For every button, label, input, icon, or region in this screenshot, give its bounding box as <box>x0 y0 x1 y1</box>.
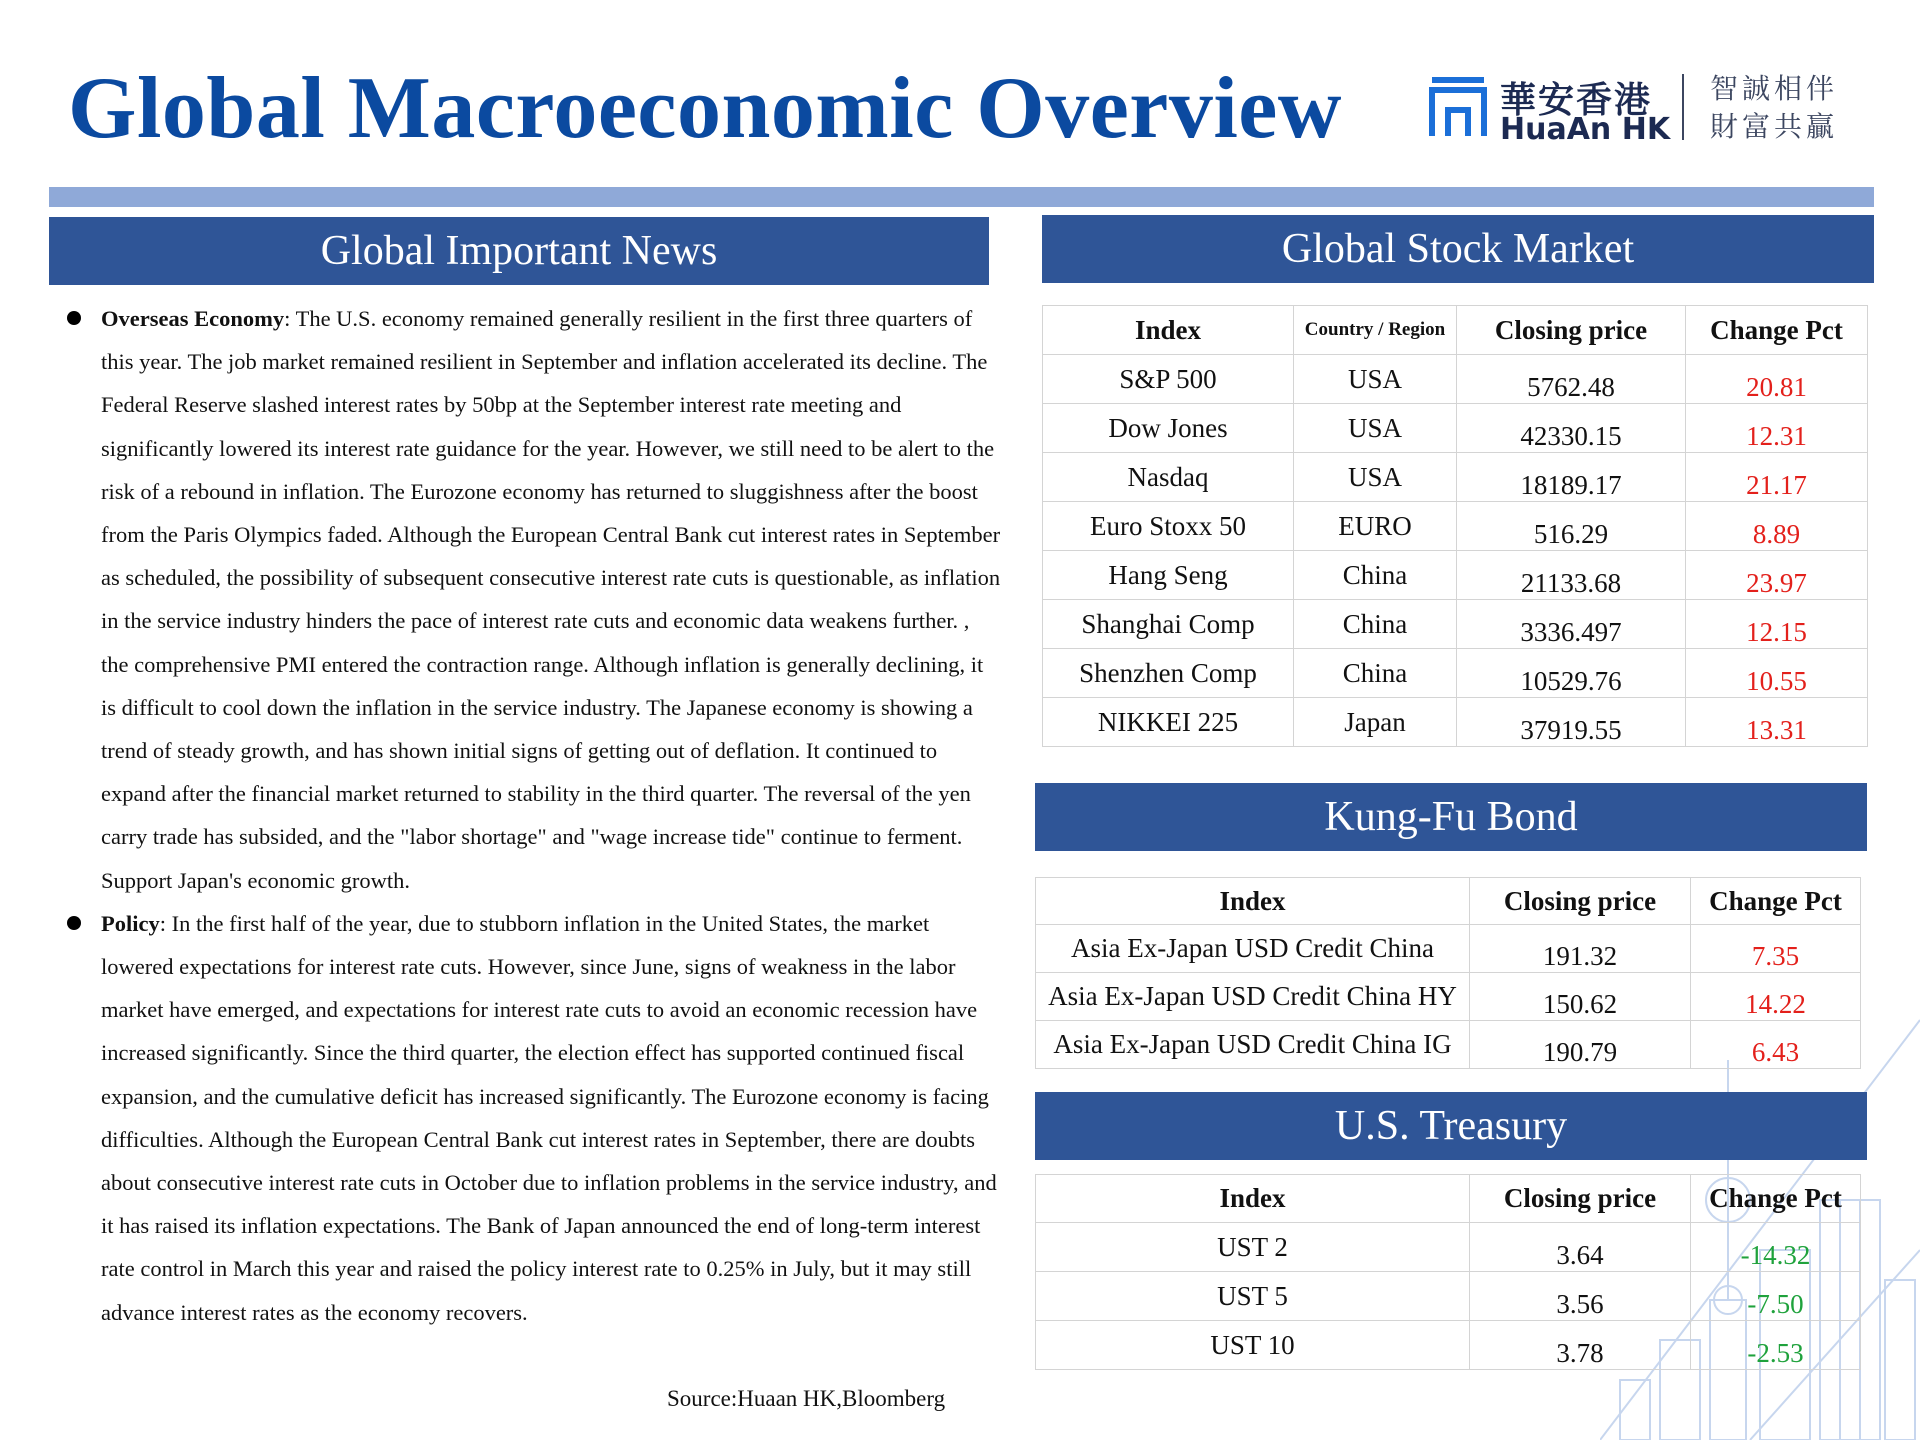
table-row <box>1043 551 1868 600</box>
change-cell: -14.32 <box>1691 1223 1861 1272</box>
close-cell: 3336.497 <box>1457 600 1686 649</box>
table-row <box>1036 1021 1861 1069</box>
table-row <box>1043 453 1868 502</box>
column-header: Country / Region <box>1294 306 1457 355</box>
column-header: Closing price <box>1457 306 1686 355</box>
column-header: Change Pct <box>1691 878 1861 925</box>
index-cell: UST 5 <box>1036 1272 1470 1321</box>
index-cell: UST 2 <box>1036 1223 1470 1272</box>
news-item-label: Overseas Economy <box>101 306 285 331</box>
huaan-logo <box>1424 70 1844 150</box>
change-cell: 8.89 <box>1686 502 1868 551</box>
index-cell: Asia Ex-Japan USD Credit China <box>1036 925 1470 973</box>
close-cell: 18189.17 <box>1457 453 1686 502</box>
close-cell: 191.32 <box>1470 925 1691 973</box>
header-rule <box>49 187 1874 207</box>
region-cell: USA <box>1294 453 1457 502</box>
logo-slogan-line-2: 財富共贏 <box>1710 110 1839 143</box>
logo-divider <box>1682 74 1684 140</box>
news-item-label: Policy <box>101 910 160 936</box>
stock-section-header: Global Stock Market <box>1042 215 1874 283</box>
table-row <box>1036 1321 1861 1370</box>
change-cell: 10.55 <box>1686 649 1868 698</box>
close-cell: 3.78 <box>1470 1321 1691 1370</box>
index-cell: Asia Ex-Japan USD Credit China HY <box>1036 973 1470 1021</box>
close-cell: 42330.15 <box>1457 404 1686 453</box>
us-treasury-table <box>1035 1174 1861 1370</box>
kungfu-bond-table <box>1035 877 1861 1069</box>
index-cell: Shanghai Comp <box>1043 600 1294 649</box>
column-header: Index <box>1036 878 1470 925</box>
table-row <box>1043 404 1868 453</box>
column-header: Closing price <box>1470 878 1691 925</box>
stock-market-table <box>1042 305 1868 747</box>
column-header: Closing price <box>1470 1175 1691 1223</box>
region-cell: EURO <box>1294 502 1457 551</box>
news-item-text: : The U.S. economy remained generally resilient in the first three quarters of this year. The job market remained resilient in September and inflation accelerated its decline. The Federal Reserve slashed interest rates by 50bp at the September interest rate meeting and significantly lowered its interest rate guidance for the year. However, we still need to be alert to the risk of a rebound in inflation. The Eurozone economy has returned to sluggishness after the boost from the Paris Olympics faded. Although the European Central Bank cut interest rates in September as scheduled, the possibility of subsequent consecutive interest rate cuts is questionable, as inflation in the service industry hinders the pace of interest rate cuts and economic data weakens further. , the comprehensive PMI entered the contraction range. Although inflation is generally declining, it is difficult to cool down the inflation in the service industry. The Japanese economy is showing a trend of steady growth, and has shown initial signs of getting out of deflation. It continued to expand after the financial market returned to stability in the third quarter. The reversal of the yen carry trade has subsided, and the "labor shortage" and "wage increase tide" continue to ferment. Support Japan's economic growth. <box>101 306 1001 893</box>
change-cell: -7.50 <box>1691 1272 1861 1321</box>
news-item-text: : In the first half of the year, due to stubborn inflation in the United States, the market lowered expectations for interest rate cuts. However, since June, signs of weakness in the labor market have emerged, and expectations for interest rate cuts to avoid an economic recession have increased significantly. Since the third quarter, the election effect has supported continued fiscal expansion, and the cumulative deficit has increased significantly. The Eurozone economy is facing difficulties. Although the European Central Bank cut interest rates in September, there are doubts about consecutive interest rate cuts in October due to inflation problems in the service industry, and it has raised its inflation expectations. The Bank of Japan announced the end of long-term interest rate control in March this year and raised the policy interest rate to 0.25% in July, but it may still advance interest rates as the economy recovers. <box>101 910 997 1325</box>
huaan-logo-icon <box>1428 76 1488 140</box>
column-header: Change Pct <box>1691 1175 1861 1223</box>
news-item-policy <box>62 902 1002 1334</box>
change-cell: 23.97 <box>1686 551 1868 600</box>
region-cell: China <box>1294 649 1457 698</box>
column-header: Index <box>1036 1175 1470 1223</box>
region-cell: USA <box>1294 355 1457 404</box>
change-cell: 12.31 <box>1686 404 1868 453</box>
logo-slogan-line-1: 智誠相伴 <box>1710 72 1839 105</box>
index-cell: S&P 500 <box>1043 355 1294 404</box>
change-cell: 12.15 <box>1686 600 1868 649</box>
region-cell: USA <box>1294 404 1457 453</box>
close-cell: 10529.76 <box>1457 649 1686 698</box>
index-cell: Dow Jones <box>1043 404 1294 453</box>
logo-slogan <box>1710 70 1838 146</box>
table-row <box>1036 1223 1861 1272</box>
change-cell: 14.22 <box>1691 973 1861 1021</box>
change-cell: 6.43 <box>1691 1021 1861 1069</box>
page-title: Global Macroeconomic Overview <box>68 60 1342 157</box>
close-cell: 516.29 <box>1457 502 1686 551</box>
index-cell: NIKKEI 225 <box>1043 698 1294 747</box>
table-row <box>1043 502 1868 551</box>
change-cell: 21.17 <box>1686 453 1868 502</box>
change-cell: 13.31 <box>1686 698 1868 747</box>
close-cell: 5762.48 <box>1457 355 1686 404</box>
table-row <box>1043 649 1868 698</box>
close-cell: 150.62 <box>1470 973 1691 1021</box>
table-row <box>1036 925 1861 973</box>
logo-english-name: HuaAn HK <box>1500 112 1671 147</box>
close-cell: 190.79 <box>1470 1021 1691 1069</box>
news-section-header: Global Important News <box>49 217 989 285</box>
table-row <box>1036 1272 1861 1321</box>
column-header: Change Pct <box>1686 306 1868 355</box>
table-row <box>1043 600 1868 649</box>
close-cell: 37919.55 <box>1457 698 1686 747</box>
index-cell: Hang Seng <box>1043 551 1294 600</box>
close-cell: 3.56 <box>1470 1272 1691 1321</box>
change-cell: -2.53 <box>1691 1321 1861 1370</box>
treasury-section-header: U.S. Treasury <box>1035 1092 1867 1160</box>
index-cell: Nasdaq <box>1043 453 1294 502</box>
change-cell: 7.35 <box>1691 925 1861 973</box>
region-cell: Japan <box>1294 698 1457 747</box>
index-cell: Euro Stoxx 50 <box>1043 502 1294 551</box>
table-row <box>1036 973 1861 1021</box>
logo-chinese-name: 華安香港 <box>1500 80 1653 121</box>
news-item-overseas-economy <box>62 297 1002 902</box>
bond-section-header: Kung-Fu Bond <box>1035 783 1867 851</box>
change-cell: 20.81 <box>1686 355 1868 404</box>
table-row <box>1043 698 1868 747</box>
table-row <box>1043 355 1868 404</box>
region-cell: China <box>1294 600 1457 649</box>
close-cell: 3.64 <box>1470 1223 1691 1272</box>
close-cell: 21133.68 <box>1457 551 1686 600</box>
news-list <box>62 297 1002 1334</box>
region-cell: China <box>1294 551 1457 600</box>
source-note: Source:Huaan HK,Bloomberg <box>667 1386 946 1411</box>
index-cell: UST 10 <box>1036 1321 1470 1370</box>
index-cell: Shenzhen Comp <box>1043 649 1294 698</box>
column-header: Index <box>1043 306 1294 355</box>
bullet-icon <box>67 311 81 325</box>
index-cell: Asia Ex-Japan USD Credit China IG <box>1036 1021 1470 1069</box>
bullet-icon <box>67 916 81 930</box>
